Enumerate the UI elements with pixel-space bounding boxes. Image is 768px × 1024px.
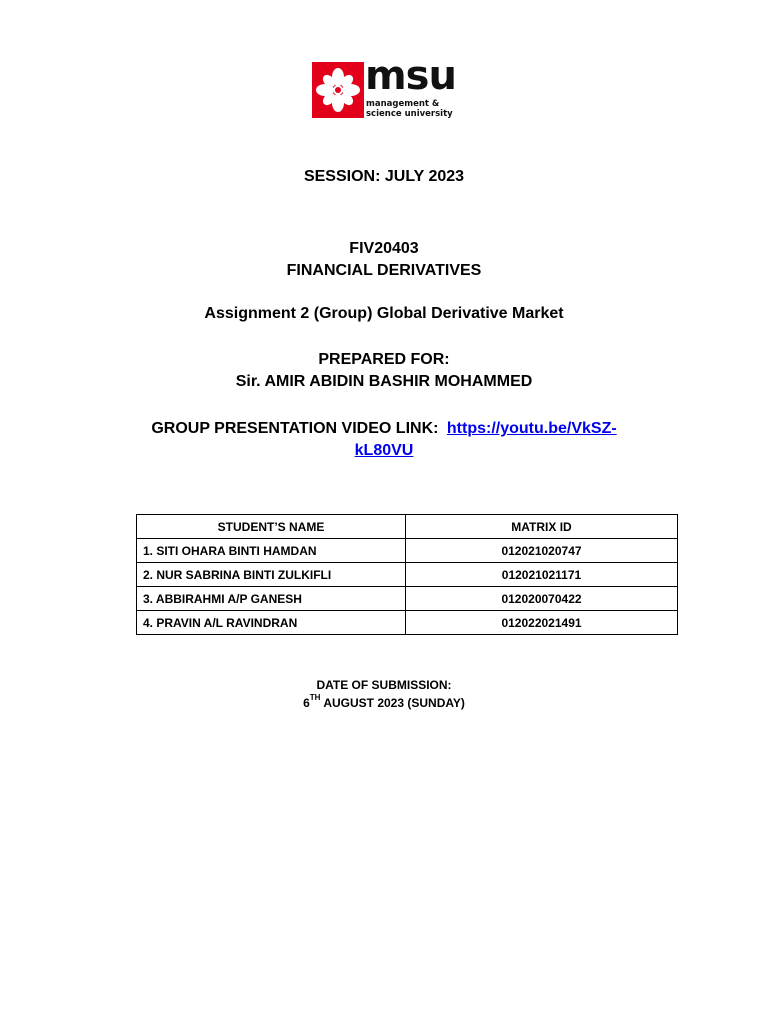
table-row [137,611,678,635]
student-table [136,514,678,635]
header-student-name: STUDENT’S NAME [137,515,406,539]
table-row [137,539,678,563]
course-name: FINANCIAL DERIVATIVES [286,262,482,279]
logo-subtitle: management & science university [366,99,453,119]
course-info [0,238,768,282]
prepared-for-label: PREPARED FOR: [318,351,450,368]
course-code: FIV20403 [349,240,419,257]
assignment-title: Assignment 2 (Group) Global Derivative Market [204,305,564,322]
matrix-id: 012021020747 [406,539,678,563]
logo-wordmark: msu [365,53,456,99]
header-matrix-id: MATRIX ID [406,515,678,539]
student-name: 4. PRAVIN A/L RAVINDRAN [137,611,406,635]
session-heading: SESSION: JULY 2023 [303,168,465,185]
submission-label: DATE OF SUBMISSION: [316,678,452,692]
matrix-id: 012022021491 [406,611,678,635]
table-header-row [137,515,678,539]
video-link-label: GROUP PRESENTATION VIDEO LINK: [151,420,439,437]
video-link-continued[interactable]: kL80VU [354,442,414,459]
submission-date [0,676,768,712]
matrix-id: 012021021171 [406,563,678,587]
submission-date-value: 6TH AUGUST 2023 (SUNDAY) [303,693,465,710]
student-name: 3. ABBIRAHMI A/P GANESH [137,587,406,611]
lecturer-name: Sir. AMIR ABIDIN BASHIR MOHAMMED [235,373,533,390]
prepared-for [0,349,768,393]
student-name: 1. SITI OHARA BINTI HAMDAN [137,539,406,563]
table-row [137,587,678,611]
video-link-section [0,418,768,462]
student-name: 2. NUR SABRINA BINTI ZULKIFLI [137,563,406,587]
table-row [137,563,678,587]
msu-flower-logo-icon [312,62,364,118]
video-link[interactable]: https://youtu.be/VkSZ- [446,420,617,437]
msu-logo [312,53,458,122]
matrix-id: 012020070422 [406,587,678,611]
